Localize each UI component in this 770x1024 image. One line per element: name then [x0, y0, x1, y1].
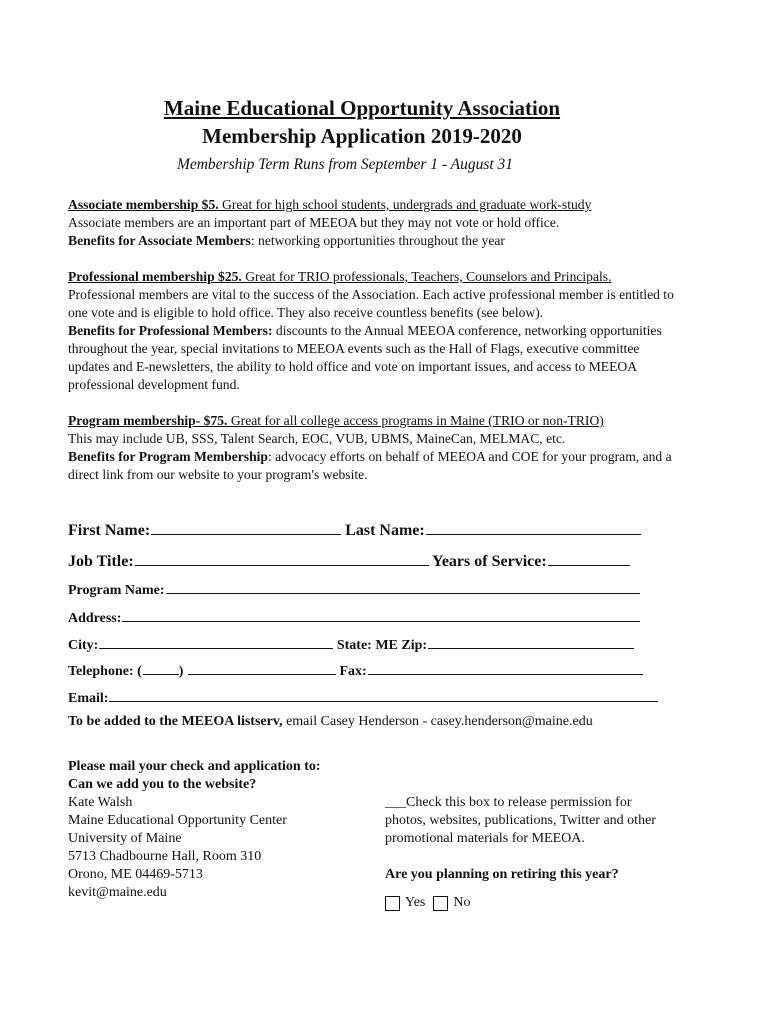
- zip-field[interactable]: [428, 634, 634, 649]
- listserv-text: email Casey Henderson - casey.henderson@maine.edu: [282, 714, 593, 729]
- associate-benefits-text: : networking opportunities throughout the year: [250, 233, 505, 248]
- professional-benefits-text: discounts to the Annual MEEOA conference, networking opportunities throughout the year, special invitations to MEEOA events such as the Hall of Flags, executive committee updates and E-newsletters, the ability to hold office and vote on important issues, and access to MEEOA professional development fund.: [68, 323, 662, 392]
- mailing-address-section: [68, 758, 368, 902]
- mail-line: kevit@maine.edu: [68, 885, 167, 900]
- listserv-note: [68, 713, 593, 731]
- job-title-label: Job Title:: [68, 553, 134, 570]
- program-name-label: Program Name:: [68, 583, 165, 598]
- professional-heading: Professional membership $25. Great for TRIO professionals, Teachers, Counselors and Principals.: [68, 269, 612, 284]
- years-of-service-label: Years of Service:: [432, 553, 547, 570]
- job-title-field[interactable]: [135, 550, 429, 566]
- retiring-no-checkbox[interactable]: [433, 896, 448, 911]
- email-label: Email:: [68, 691, 109, 706]
- associate-membership-section: [68, 196, 678, 250]
- telephone-paren: ): [178, 664, 184, 679]
- city-field[interactable]: [99, 634, 333, 649]
- first-name-label: First Name:: [68, 522, 151, 539]
- program-description: This may include UB, SSS, Talent Search, EOC, VUB, UBMS, MaineCan, MELMAC, etc.: [68, 431, 566, 446]
- years-of-service-field[interactable]: [548, 550, 630, 566]
- email-row: [68, 687, 658, 708]
- permission-section: [385, 794, 660, 912]
- retiring-yes-option[interactable]: [385, 894, 425, 912]
- telephone-label: Telephone: (: [68, 664, 142, 679]
- first-name-field[interactable]: [151, 519, 341, 535]
- last-name-label: Last Name:: [345, 522, 425, 539]
- telephone-row: [68, 660, 643, 681]
- last-name-field[interactable]: [426, 519, 641, 535]
- associate-heading: Associate membership $5. Great for high school students, undergrads and graduate work-study: [68, 197, 592, 212]
- address-label: Address:: [68, 611, 122, 626]
- photo-permission-text[interactable]: ___Check this box to release permission for photos, websites, publications, Twitter and other promotional materials for MEEOA.: [385, 795, 656, 846]
- email-field[interactable]: [109, 687, 658, 702]
- retiring-question: Are you planning on retiring this year?: [385, 867, 619, 882]
- page-title: Maine Educational Opportunity Association: [163, 96, 561, 120]
- program-name-row: [68, 579, 640, 600]
- retiring-yes-checkbox[interactable]: [385, 896, 400, 911]
- retiring-yes-label: Yes: [405, 895, 426, 910]
- mail-line: Kate Walsh: [68, 795, 133, 810]
- professional-description: Professional members are vital to the success of the Association. Each active professional member is entitled to one vote and is eligible to hold office. They also receive countless benefits (see below).: [68, 287, 674, 320]
- state-zip-label: State: ME Zip:: [336, 638, 428, 653]
- area-code-field[interactable]: [143, 660, 179, 675]
- fax-label: Fax:: [339, 664, 367, 679]
- page-subtitle: Membership Application 2019-2020: [202, 124, 522, 148]
- telephone-field[interactable]: [188, 660, 336, 675]
- fax-field[interactable]: [368, 660, 643, 675]
- program-name-field[interactable]: [166, 579, 640, 594]
- mail-line: Orono, ME 04469-5713: [68, 867, 203, 882]
- professional-membership-section: [68, 268, 678, 394]
- address-field[interactable]: [122, 607, 640, 622]
- city-row: [68, 634, 634, 655]
- mail-line: 5713 Chadbourne Hall, Room 310: [68, 849, 262, 864]
- retiring-options: [385, 894, 660, 912]
- membership-term: Membership Term Runs from September 1 - August 31: [176, 156, 514, 173]
- address-row: [68, 607, 640, 628]
- city-label: City:: [68, 638, 99, 653]
- website-question: Can we add you to the website?: [68, 777, 257, 792]
- program-benefits-text: : advocacy efforts on behalf of MEEOA and COE for your program, and a direct link from our website to your program's website.: [68, 449, 672, 482]
- listserv-label: To be added to the MEEOA listserv,: [68, 714, 283, 729]
- retiring-no-label: No: [453, 895, 471, 910]
- associate-benefits-label: Benefits for Associate Members: [68, 233, 251, 248]
- professional-benefits-label: Benefits for Professional Members:: [68, 323, 273, 338]
- job-row: [68, 550, 630, 572]
- program-benefits-label: Benefits for Program Membership: [68, 449, 268, 464]
- mail-line: University of Maine: [68, 831, 182, 846]
- name-row: [68, 519, 641, 541]
- program-heading: Program membership- $75. Great for all college access programs in Maine (TRIO or non-TRIO): [68, 413, 604, 428]
- mail-heading: Please mail your check and application to:: [68, 759, 321, 774]
- mail-line: Maine Educational Opportunity Center: [68, 813, 287, 828]
- retiring-no-option[interactable]: [433, 894, 470, 912]
- associate-description: Associate members are an important part of MEEOA but they may not vote or hold office.: [68, 215, 560, 230]
- program-membership-section: [68, 412, 678, 484]
